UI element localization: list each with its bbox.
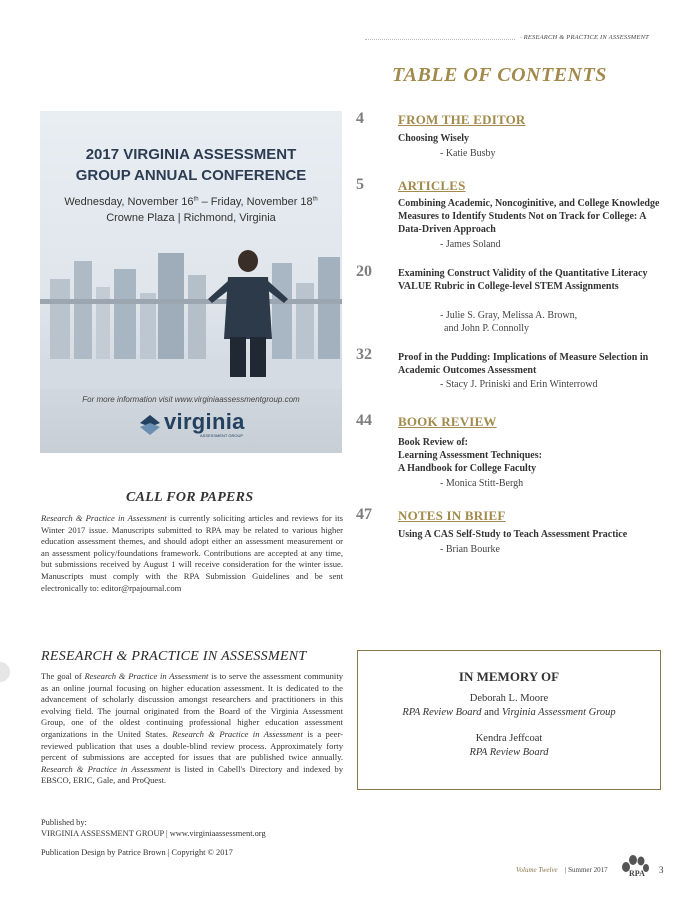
va-logo-icon bbox=[138, 413, 162, 437]
memory-name-1: Deborah L. Moore bbox=[469, 693, 549, 704]
banner-title bbox=[40, 144, 342, 186]
date-start: Wednesday, November 16 bbox=[64, 196, 194, 208]
entry-title[interactable]: Examining Construct Validity of the Quantitative Literacy VALUE Rubric in College-level STEM Assignments bbox=[398, 268, 648, 292]
footer-issue: | Summer 2017 bbox=[565, 866, 608, 874]
banner-title-line2: GROUP ANNUAL CONFERENCE bbox=[75, 167, 307, 184]
date-end-sup: th bbox=[312, 196, 318, 203]
logo-word: virginia bbox=[164, 409, 245, 434]
conference-banner[interactable] bbox=[40, 111, 342, 453]
memory-affiliation-1 bbox=[358, 707, 660, 718]
entry-title-line2[interactable]: Learning Assessment Techniques: bbox=[398, 450, 542, 461]
entry-author: - Katie Busby bbox=[440, 148, 496, 159]
call-for-papers-body bbox=[41, 513, 343, 594]
section-heading-notes[interactable]: NOTES IN BRIEF bbox=[398, 508, 506, 523]
rpa-text-1: The goal of bbox=[41, 671, 85, 681]
call-for-papers-title: CALL FOR PAPERS bbox=[126, 490, 254, 505]
entry-author: - James Soland bbox=[440, 239, 501, 250]
journal-name: Research & Practice in Assessment bbox=[41, 513, 167, 523]
entry-title-line3[interactable]: A Handbook for College Faculty bbox=[398, 463, 537, 474]
section-heading-articles[interactable]: ARTICLES bbox=[398, 178, 466, 193]
publication-credit: Publication Design by Patrice Brown | Copyright © 2017 bbox=[41, 848, 233, 857]
rpa-section-title: RESEARCH & PRACTICE IN ASSESSMENT bbox=[41, 649, 307, 664]
paw-print-icon bbox=[617, 853, 653, 883]
city-skyline-image bbox=[40, 239, 342, 389]
rpa-logo-text: RPA bbox=[629, 869, 645, 878]
running-header: · RESEARCH & PRACTICE IN ASSESSMENT bbox=[520, 34, 649, 41]
entry-title-line1[interactable]: Book Review of: bbox=[398, 437, 468, 448]
journal-name: Research & Practice in Assessment bbox=[41, 763, 171, 774]
page-number: 20 bbox=[356, 263, 372, 280]
memory-title: IN MEMORY OF bbox=[458, 669, 560, 684]
entry-author: - Brian Bourke bbox=[440, 544, 500, 555]
page-edge-tab bbox=[0, 662, 10, 682]
banner-info-link[interactable]: For more information visit www.virginiaassessmentgroup.com bbox=[82, 395, 300, 404]
rpa-description bbox=[41, 671, 343, 787]
banner-title-line1: 2017 VIRGINIA ASSESSMENT bbox=[85, 146, 297, 163]
rpa-logo bbox=[617, 853, 653, 883]
affiliation-a: RPA Review Board bbox=[402, 707, 482, 718]
page-number: 32 bbox=[356, 346, 372, 363]
entry-author: - Julie S. Gray, Melissa A. Brown, bbox=[440, 310, 578, 321]
entry-author-cont: and John P. Connolly bbox=[444, 323, 530, 334]
page-number: 5 bbox=[356, 176, 364, 193]
entry-author: - Monica Stitt-Bergh bbox=[440, 478, 524, 489]
section-heading-editor[interactable]: FROM THE EDITOR bbox=[398, 112, 526, 127]
affiliation-and: and bbox=[481, 707, 502, 718]
call-for-papers-text: is currently soliciting articles and reviews for its Winter 2017 issue. Manuscripts submitted to RPA may be related to various higher education assessment themes, and should adopt either an assessment measurement or an assessment policy/foundations framework. Contributions are accepted at any time, but submissions received by August 1 will receive consideration for the winter issue. Manuscripts must comply with the RPA Submission Guidelines and be sent electronically to: editor@rpajournal.com bbox=[41, 513, 343, 593]
in-memory-box bbox=[357, 650, 661, 790]
entry-title[interactable]: Choosing Wisely bbox=[398, 133, 470, 144]
entry-title[interactable]: Combining Academic, Noncoginitive, and College Knowledge Measures to Identify Students Not on Track for College: A Data-Driven Approach bbox=[398, 198, 660, 235]
date-end: – Friday, November 18 bbox=[198, 196, 313, 208]
header-dotted-rule bbox=[365, 39, 515, 40]
memory-affiliation-2: RPA Review Board bbox=[469, 747, 549, 758]
published-by-label: Published by: bbox=[41, 818, 87, 827]
entry-title[interactable]: Using A CAS Self-Study to Teach Assessment Practice bbox=[398, 529, 628, 540]
date-start-sup: th bbox=[193, 196, 199, 203]
memory-name-2: Kendra Jeffcoat bbox=[475, 733, 543, 744]
entry-author: - Stacy J. Priniski and Erin Winterrowd bbox=[440, 379, 598, 390]
journal-name: Research & Practice in Assessment bbox=[172, 728, 303, 739]
page-number-footer: 3 bbox=[659, 865, 664, 875]
rpa-text-4: is listed in Cabell's Directory and indexed by EBSCO, ERIC, Gale, and ProQuest. bbox=[41, 763, 344, 786]
section-heading-review[interactable]: BOOK REVIEW bbox=[398, 414, 497, 429]
footer-volume: Volume Twelve bbox=[516, 866, 558, 874]
rpa-text-3: is a peer-reviewed publication that uses a double-blind review process. Approximately forty percent of submissions are accepted for issues that are published twice annually. bbox=[41, 728, 343, 763]
page-number: 4 bbox=[356, 110, 364, 127]
publisher-line[interactable]: VIRGINIA ASSESSMENT GROUP | www.virginiaassessment.org bbox=[41, 829, 266, 838]
page-number: 44 bbox=[356, 412, 372, 429]
toc-title: TABLE OF CONTENTS bbox=[392, 64, 607, 86]
running-header-title: RESEARCH & PRACTICE IN ASSESSMENT bbox=[523, 34, 649, 41]
rpa-text-2: is to serve the assessment community as an online journal focusing on higher education assessment. It is dedicated to the advancement of scholarly discussion amongst researchers and practitioners in this evolving field. The journal originated from the Board of the Virginia Assessment Group, one of the oldest continuing professional higher education assessment organizations in the United States. bbox=[41, 671, 344, 739]
logo-sub: ASSESSMENT GROUP bbox=[200, 433, 244, 438]
affiliation-b: Virginia Assessment Group bbox=[501, 707, 616, 718]
banner-venue: Crowne Plaza | Richmond, Virginia bbox=[106, 212, 276, 224]
page-number: 47 bbox=[356, 506, 372, 523]
journal-name: Research & Practice in Assessment bbox=[84, 671, 209, 681]
entry-title[interactable]: Proof in the Pudding: Implications of Measure Selection in Academic Outcomes Assessment bbox=[398, 352, 649, 376]
virginia-assessment-group-logo bbox=[138, 411, 248, 439]
banner-dates bbox=[40, 196, 342, 208]
